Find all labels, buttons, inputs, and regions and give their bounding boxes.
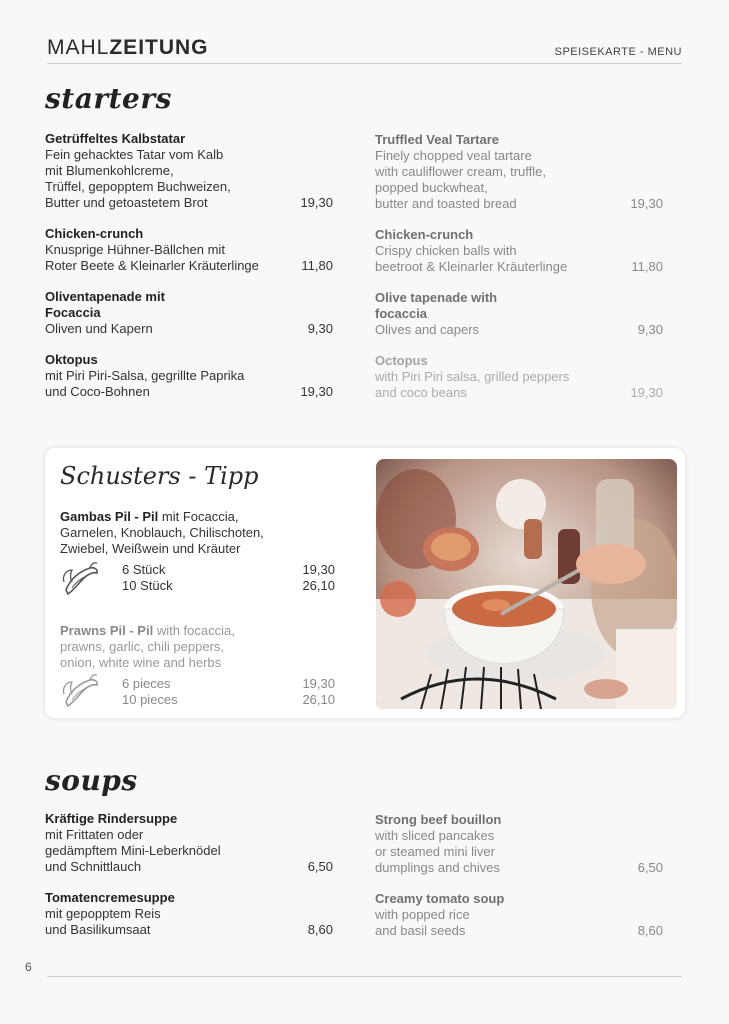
- page-number: 6: [25, 960, 32, 974]
- tip-description: [60, 509, 336, 557]
- item-price: 8,60: [637, 923, 663, 938]
- item-description: Finely chopped veal tartare with cauliflower cream, truffle, popped buckwheat, butter and toasted bread: [375, 148, 546, 211]
- tip-option-price: 19,30: [302, 676, 335, 691]
- menu-item: [45, 131, 333, 211]
- tip-description: [60, 623, 336, 671]
- item-price: 9,30: [307, 321, 333, 336]
- tip-option-price: 19,30: [302, 562, 335, 577]
- menu-item-en: [375, 353, 663, 401]
- tip-option-label: 10 Stück: [122, 578, 173, 593]
- item-price: 9,30: [637, 322, 663, 337]
- tip-option-price: 26,10: [302, 578, 335, 593]
- item-description: mit Piri Piri-Salsa, gegrillte Paprika und Coco-Bohnen: [45, 368, 245, 399]
- tip-item: [60, 509, 336, 557]
- brand-logo: [47, 36, 209, 60]
- item-title: Chicken-crunch: [375, 227, 474, 242]
- item-description: with Piri Piri salsa, grilled peppers and coco beans: [375, 369, 570, 400]
- item-title: Strong beef bouillon: [375, 812, 502, 827]
- menu-label: SPEISEKARTE - MENU: [554, 46, 682, 58]
- item-description: with sliced pancakes or steamed mini liver dumplings and chives: [375, 828, 501, 875]
- item-description: mit Frittaten oder gedämpftem Mini-Leberknödel und Schnittlauch: [45, 827, 221, 874]
- item-title: Octopus: [375, 353, 428, 368]
- item-title: Olive tapenade with focaccia: [375, 290, 498, 321]
- item-title: Creamy tomato soup: [375, 891, 505, 906]
- item-title: Tomatencremesuppe: [45, 890, 175, 905]
- item-description: Crispy chicken balls with beetroot & Kleinarler Kräuterlinge: [375, 243, 568, 274]
- item-description: Fein gehacktes Tatar vom Kalb mit Blumenkohlcreme, Trüffel, gepopptem Buchweizen, Butter und getoastetem Brot: [45, 147, 231, 210]
- item-price: 6,50: [637, 860, 663, 875]
- item-title: Kräftige Rindersuppe: [45, 811, 178, 826]
- header-divider: [47, 63, 682, 64]
- brand-light: MAHL: [47, 36, 110, 59]
- chili-pepper-icon: [60, 672, 102, 712]
- menu-item: [45, 289, 333, 337]
- item-description: mit gepopptem Reis und Basilikumsaat: [45, 906, 161, 937]
- item-title: Oktopus: [45, 352, 98, 367]
- menu-item: [45, 811, 333, 875]
- tip-desc-first: with focaccia,: [153, 623, 235, 638]
- item-price: 19,30: [300, 384, 333, 399]
- menu-item-en: [375, 290, 663, 338]
- tip-item-title: Gambas Pil - Pil: [60, 509, 159, 524]
- footer-divider: [47, 976, 682, 977]
- section-title-starters: starters: [45, 82, 172, 115]
- item-description: Olives and capers: [375, 322, 480, 337]
- tip-desc-first: mit Focaccia,: [158, 509, 239, 524]
- item-price: 11,80: [301, 258, 333, 273]
- tip-item-title: Prawns Pil - Pil: [60, 623, 154, 638]
- item-description: Knusprige Hühner-Bällchen mit Roter Beete & Kleinarler Kräuterlinge: [45, 242, 259, 273]
- tip-desc-rest: Garnelen, Knoblauch, Chilischoten, Zwiebel, Weißwein und Kräuter: [60, 525, 264, 556]
- item-title: Truffled Veal Tartare: [375, 132, 500, 147]
- item-description: Oliven und Kapern: [45, 321, 153, 336]
- menu-item: [45, 226, 333, 274]
- tip-option-price: 26,10: [302, 692, 335, 707]
- chili-pepper-icon: [60, 560, 102, 600]
- item-title: Getrüffeltes Kalbstatar: [45, 131, 186, 146]
- tip-option-label: 6 Stück: [122, 562, 166, 577]
- item-price: 8,60: [307, 922, 333, 937]
- section-title-soups: soups: [45, 764, 138, 797]
- menu-item-en: [375, 132, 663, 212]
- item-price: 11,80: [631, 259, 663, 274]
- item-price: 6,50: [307, 859, 333, 874]
- menu-item: [45, 890, 333, 938]
- tip-item-en: [60, 623, 336, 671]
- menu-item-en: [375, 891, 663, 939]
- brand-bold: ZEITUNG: [109, 36, 209, 59]
- item-price: 19,30: [300, 195, 333, 210]
- item-price: 19,30: [630, 385, 663, 400]
- item-title: Oliventapenade mit Focaccia: [45, 289, 165, 320]
- food-photo: [376, 459, 677, 709]
- item-description: with popped rice and basil seeds: [375, 907, 470, 938]
- menu-item-en: [375, 227, 663, 275]
- item-price: 19,30: [630, 196, 663, 211]
- tip-desc-rest: prawns, garlic, chili peppers, onion, white wine and herbs: [60, 639, 225, 670]
- tip-title: Schusters - Tipp: [60, 462, 259, 490]
- tip-option-label: 6 pieces: [122, 676, 171, 691]
- tip-option-label: 10 pieces: [122, 692, 178, 707]
- menu-item: [45, 352, 333, 400]
- item-title: Chicken-crunch: [45, 226, 144, 241]
- menu-item-en: [375, 812, 663, 876]
